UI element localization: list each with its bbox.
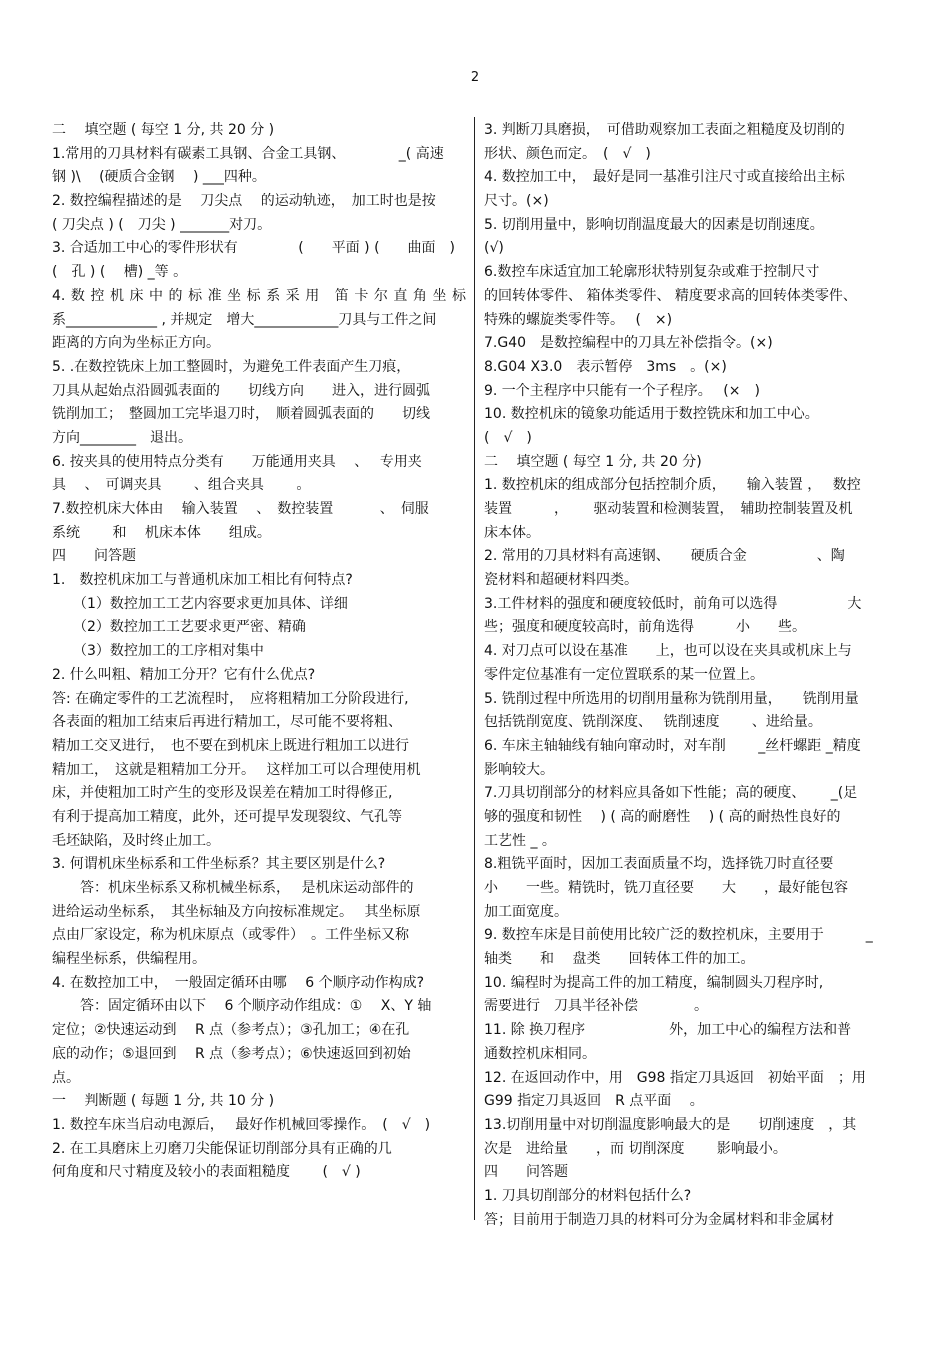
- text-line: 精加工， 这就是粗精加工分开。 这样加工可以合理使用机: [52, 761, 421, 778]
- text-line: 系_____________ , 并规定 增大____________刀具与工件之间: [52, 311, 437, 328]
- text-line: 次是 进给量 ，而 切削深度 影响最小。: [484, 1140, 787, 1157]
- text-line: 铣削加工； 整圆加工完毕退刀时， 顺着圆弧表面的 切线: [52, 406, 430, 423]
- text-line: 5. 切削用量中，影响切削温度最大的因素是切削速度。: [484, 216, 824, 233]
- text-line: 二 填空题 ( 每空 1 分, 共 20 分): [484, 453, 702, 470]
- text-line: 零件定位基准有一定位置联系的某一位置上。: [484, 666, 764, 683]
- text-line: 答: 在确定零件的工艺流程时， 应将粗精加工分阶段进行,: [52, 690, 409, 707]
- text-line: 12. 在返回动作中，用 G98 指定刀具返回 初始平面 ；用: [484, 1069, 866, 1086]
- text-line: 包括铣削宽度、铣削深度、 铣削速度 、进给量。: [484, 714, 822, 731]
- text-line: ( 孔 ) ( 槽) _等 。: [52, 264, 188, 281]
- text-line: 8.粗铣平面时，因加工表面质量不均，选择铣刀时直径要: [484, 856, 834, 873]
- text-line: 编程坐标系，供编程用。: [52, 951, 206, 968]
- text-line: 10. 编程时为提高工件的加工精度，编制圆头刀程序时,: [484, 974, 824, 991]
- text-line: 3. 合适加工中心的零件形状有 ( 平面 ) ( 曲面 ): [52, 240, 456, 257]
- text-line: 装置 ， 驱动装置和检测装置， 辅助控制装置及机: [484, 501, 853, 517]
- text-line: 4. 数控加工中， 最好是同一基准引注尺寸或直接给出主标: [484, 169, 845, 186]
- text-line: 够的强度和韧性 ) ( 高的耐磨性 ) ( 高的耐热性良好的: [484, 808, 841, 825]
- text-line: 2. 常用的刀具材料有高速钢、 硬质合金 、陶: [484, 548, 845, 565]
- text-line: 4. 对刀点可以设在基准 上，也可以设在夹具或机床上与: [484, 643, 852, 660]
- text-line: 系统 和 机床本体 组成。: [52, 524, 271, 541]
- text-line: 8.G04 X3.0 表示暂停 3ms 。(×): [484, 358, 727, 375]
- text-line: 精加工交叉进行， 也不要在到机床上既进行粗加工以进行: [52, 737, 409, 754]
- text-line: 各表面的粗加工结束后再进行精加工，尽可能不要将粗、: [52, 714, 402, 731]
- text-line: （2）数控加工工艺要求更严密、精确: [52, 619, 306, 636]
- text-line: 特殊的螺旋类零件等。 ( ×): [484, 311, 673, 328]
- text-line: 7.G40 是数控编程中的刀具左补偿指令。(×): [484, 335, 773, 352]
- text-line: 有利于提高加工精度，此外，还可提早发现裂纹、气孔等: [52, 808, 402, 825]
- text-line: 毛坯缺陷，及时终止加工。: [52, 832, 220, 849]
- text-line: 5. .在数控铣床上加工整圆时，为避免工件表面产生刀痕，: [52, 358, 411, 375]
- text-line: 4.数控机床中的标准坐标系采用 笛卡尔直角坐标: [52, 287, 466, 304]
- text-line: 二 填空题 ( 每空 1 分, 共 20 分 ): [52, 122, 275, 138]
- text-line: 刀具从起始点沿圆弧表面的 切线方向 进入，进行圆弧: [52, 382, 430, 399]
- text-line: 小 一些。精铣时，铣刀直径要 大 ，最好能包容: [484, 880, 848, 896]
- left-column: [52, 119, 466, 1185]
- text-line: 床本体。: [484, 524, 540, 541]
- text-line: 1. 数控机床加工与普通机床加工相比有何特点?: [52, 572, 353, 589]
- text-line: 点。: [52, 1069, 80, 1086]
- text-line: 方向________ 退出。: [52, 429, 192, 446]
- right-column: [484, 119, 898, 1232]
- text-line: 答：固定循环由以下 6 个顺序动作组成：① X、Y 轴: [52, 998, 432, 1015]
- text-line: 定位；②快速运动到 R 点（参考点）；③孔加工；④在孔: [52, 1022, 410, 1039]
- text-line: 1. 数控机床的组成部分包括控制介质， 输入装置 ， 数控: [484, 477, 861, 494]
- text-line: 2. 在工具磨床上刃磨刀尖能保证切削部分具有正确的几: [52, 1140, 392, 1157]
- text-line: 进给运动坐标系， 其坐标轴及方向按标准规定。 其坐标原: [52, 903, 421, 920]
- text-line: G99 指定刀具返回 R 点平面 。: [484, 1093, 704, 1110]
- text-line: 具 、 可调夹具 、组合夹具 。: [52, 477, 311, 494]
- text-line: 轴类 和 盘类 回转体工件的加工。: [484, 951, 755, 968]
- text-line: 10. 数控机床的镜象功能适用于数控铣床和加工中心。: [484, 406, 819, 423]
- text-line: 通数控机床相同。: [484, 1045, 596, 1062]
- text-line: 6. 按夹具的使用特点分类有 万能通用夹具 、 专用夹: [52, 453, 422, 470]
- text-line: 距离的方向为坐标正方向。: [52, 335, 220, 352]
- text-line: 何角度和尺寸精度及较小的表面粗糙度 ( √ ): [52, 1164, 361, 1181]
- text-line: 9. 数控车床是目前使用比较广泛的数控机床，主要用于 _: [484, 927, 873, 944]
- text-line: 9. 一个主程序中只能有一个子程序。 (× ): [484, 382, 760, 399]
- text-line: 点由厂家设定，称为机床原点（或零件） 。工件坐标又称: [52, 927, 409, 944]
- text-line: ( √ ): [484, 429, 532, 446]
- text-line: 钢 )\ (硬质合金钢 ) ___四种。: [52, 169, 266, 186]
- text-line: 瓷材料和超硬材料四类。: [484, 572, 638, 589]
- text-line: 答；目前用于制造刀具的材料可分为金属材料和非金属材: [484, 1211, 834, 1228]
- text-line: 11. 除 换刀程序 外，加工中心的编程方法和普: [484, 1022, 852, 1039]
- text-line: 的回转体零件、 箱体类零件、 精度要求高的回转体类零件、: [484, 287, 857, 304]
- text-line: 尺寸。(×): [484, 193, 549, 210]
- text-line: 4. 在数控加工中， 一般固定循环由哪 6 个顺序动作构成?: [52, 974, 425, 991]
- text-line: 形状、颜色而定。 ( √ ): [484, 145, 651, 162]
- text-line: 1.常用的刀具材料有碳素工具钢、合金工具钢、 _( 高速: [52, 145, 444, 162]
- text-line: 6.数控车床适宜加工轮廓形状特别复杂或难于控制尺寸: [484, 264, 820, 281]
- text-line: 答：机床坐标系又称机械坐标系， 是机床运动部件的: [52, 880, 414, 896]
- text-line: (√): [484, 240, 504, 257]
- text-line: 6. 车床主轴轴线有轴向窜动时，对车削 _丝杆螺距 _精度: [484, 737, 861, 754]
- text-line: 2. 数控编程描述的是 刀尖点 的运动轨迹， 加工时也是按: [52, 193, 436, 210]
- text-line: 1. 刀具切削部分的材料包括什么?: [484, 1187, 692, 1204]
- text-line: 1. 数控车床当启动电源后， 最好作机械回零操作。 ( √ ): [52, 1116, 431, 1133]
- text-line: 5. 铣削过程中所选用的切削用量称为铣削用量， 铣削用量: [484, 690, 859, 707]
- text-line: （1）数控加工工艺内容要求更加具体、详细: [52, 595, 348, 612]
- text-line: 13.切削用量中对切削温度影响最大的是 切削速度 ，其: [484, 1116, 857, 1133]
- text-line: 影响较大。: [484, 761, 554, 778]
- text-line: 一 判断题 ( 每题 1 分, 共 10 分 ): [52, 1093, 275, 1110]
- text-line: 床，并使粗加工时产生的变形及误差在精加工时得修正,: [52, 785, 393, 802]
- text-line: 底的动作；⑤退回到 R 点（参考点）；⑥快速返回到初始: [52, 1045, 411, 1062]
- text-line: 些；强度和硬度较高时，前角选得 小 些。: [484, 619, 806, 636]
- text-line: 7.刀具切削部分的材料应具备如下性能；高的硬度、 _(足: [484, 785, 858, 802]
- text-line: 四 问答题: [52, 548, 136, 565]
- page-number: 2: [470, 70, 480, 85]
- column-divider: [474, 117, 475, 1220]
- text-line: ( 刀尖点 ) ( 刀尖 ) _______对刀。: [52, 216, 272, 233]
- text-line: 需要进行 刀具半径补偿 。: [484, 998, 708, 1015]
- text-line: 工艺性 _ 。: [484, 832, 556, 849]
- text-line: 3.工件材料的强度和硬度较低时，前角可以选得 大: [484, 595, 862, 612]
- text-line: 7.数控机床大体由 输入装置 、 数控装置 、 伺服: [52, 501, 429, 517]
- text-line: 3. 何谓机床坐标系和工件坐标系？其主要区别是什么?: [52, 856, 386, 873]
- text-line: 加工面宽度。: [484, 903, 568, 920]
- text-line: 四 问答题: [484, 1164, 568, 1181]
- text-line: 2. 什么叫粗、精加工分开？它有什么优点?: [52, 666, 316, 683]
- text-line: （3）数控加工的工序相对集中: [52, 643, 264, 660]
- text-line: 3. 判断刀具磨损， 可借助观察加工表面之粗糙度及切削的: [484, 122, 845, 138]
